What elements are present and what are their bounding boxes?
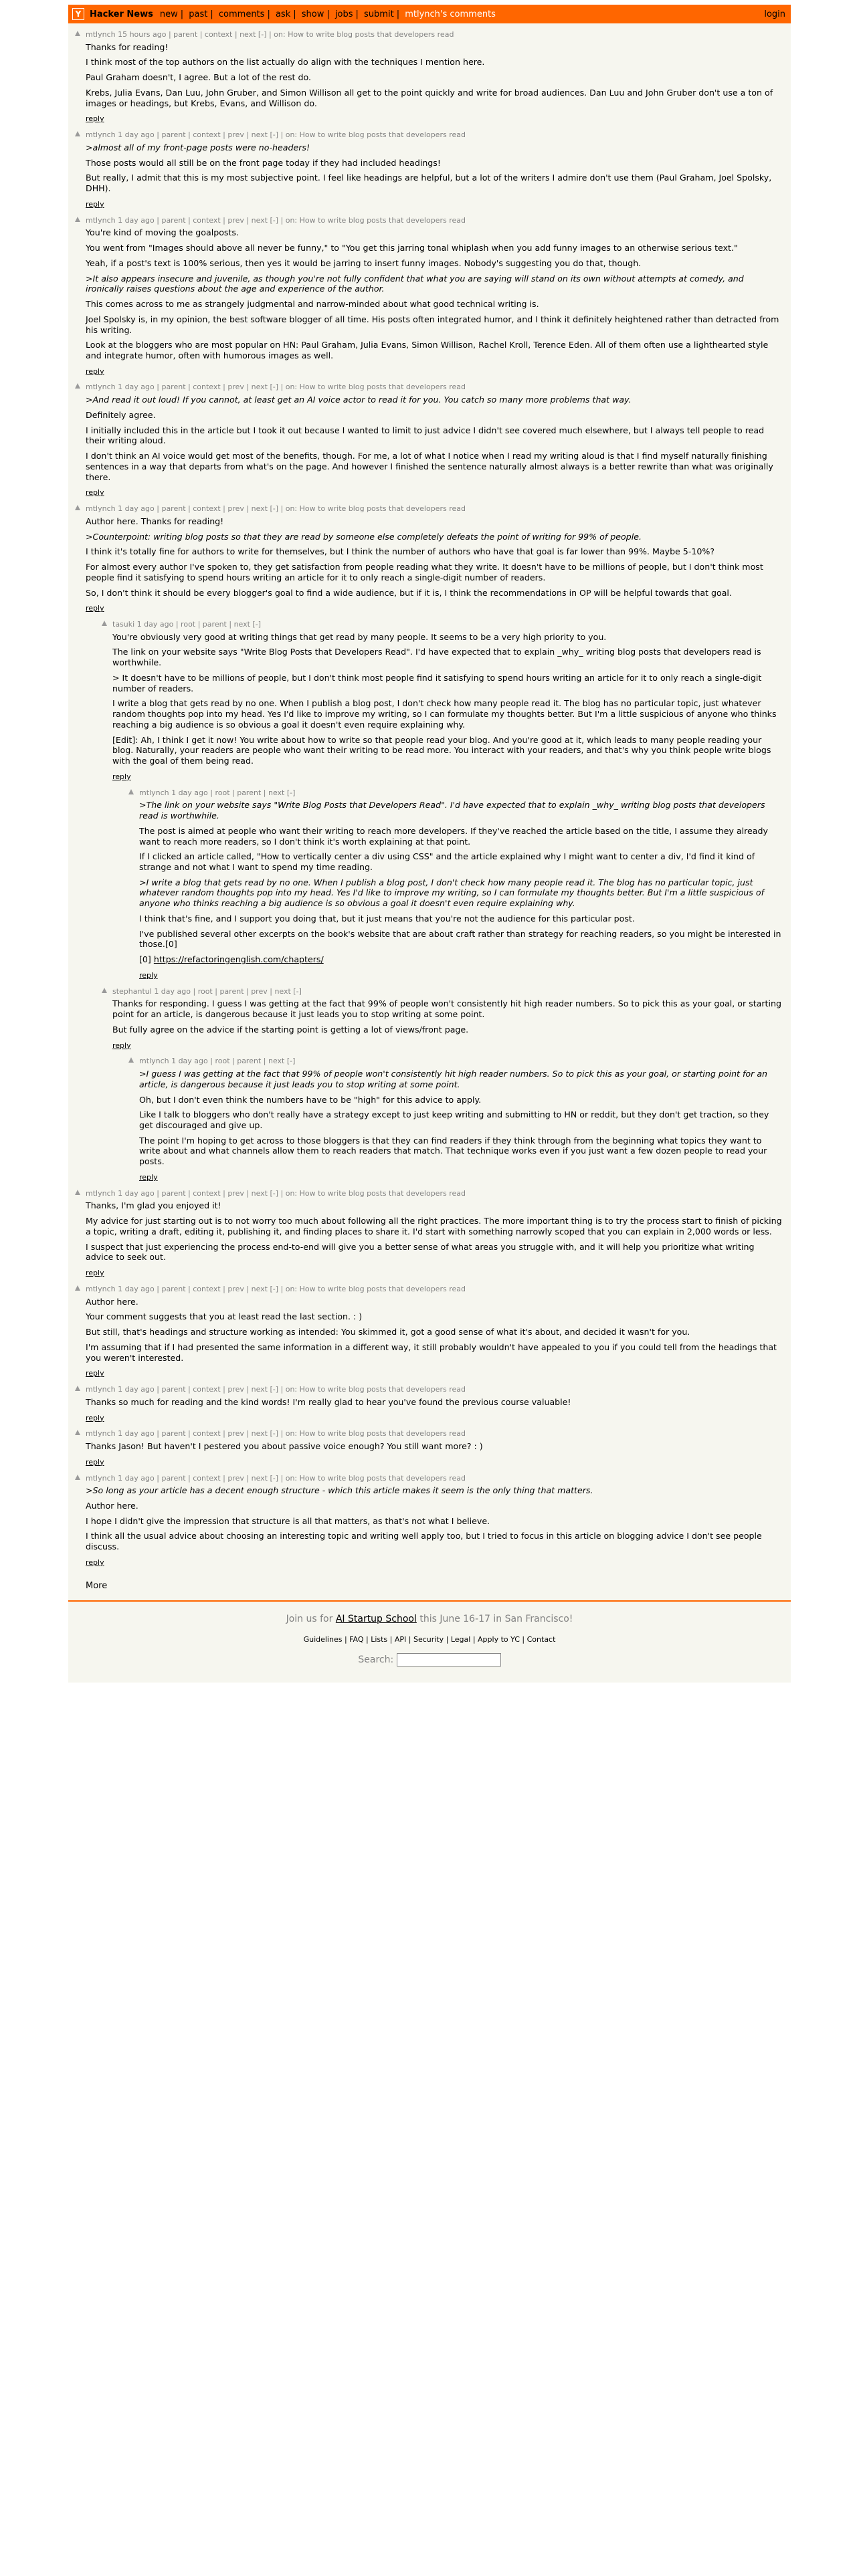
comment-text (86, 1485, 783, 1552)
comment-paragraph: Thanks Jason! But haven't I pestered you about passive voice enough? You still want more? : ) (86, 1441, 483, 1452)
reply-link[interactable]: reply (86, 1369, 104, 1378)
yc-banner-prefix: Join us for (286, 1613, 336, 1624)
search-input[interactable] (397, 1653, 501, 1667)
comment-paragraph: Thanks for responding. I guess I was getting at the fact that 99% of people won't consistently hit high reader numbers. So to pick this as your goal, or starting point for an article, is dangerous because it just leads you to stop writing at some point. (112, 998, 781, 1020)
comment-paragraph: >The link on your website says "Write Blog Posts that Developers Read". I'd have expected that to explain _why_ writing blog posts that developers read is worthwhile. (139, 800, 765, 821)
comment (128, 788, 783, 980)
upvote-arrow-icon[interactable] (102, 621, 107, 626)
comment-paragraph: I don't think an AI voice would get most of the benefits, though. For me, a lot of what I notice when I read my writing aloud is that I find myself naturally finishing sentences in a way that departs from what's on the page. And however I finished the sentence naturally almost always is a better rewrite than what was originally there. (86, 451, 773, 482)
comment (75, 1189, 783, 1278)
upvote-arrow-icon[interactable] (75, 217, 80, 222)
comment-paragraph: This comes across to me as strangely judgmental and narrow-minded about what good technical writing is. (86, 299, 539, 310)
yc-banner-link[interactable]: AI Startup School (335, 1613, 417, 1624)
comment-paragraph: [Edit]: Ah, I think I get it now! You write about how to write so that people read your blog. And you're good at it, which leads to many people reading your blog. Naturally, your readers are people who want their writing to be read more. You interact with your readers, and that's why you think people write blogs with the goal of them being read. (112, 734, 771, 766)
comment (75, 1285, 783, 1378)
comment-paragraph: If I clicked an article called, "How to vertically center a div using CSS" and the article explained why I might want to center a div, I'd find it kind of strange and not what I want to spend my time reading. (139, 851, 755, 872)
comment-text (86, 1297, 783, 1364)
comment-paragraph: I think that's fine, and I support you doing that, but it just means that you're not the audience for this particular post. (139, 913, 635, 924)
comment-paragraph: >I guess I was getting at the fact that 99% of people won't consistently hit high reader numbers. So to pick this as your goal, or starting point for an article, is dangerous because it just leads you to stop writing at some point. (139, 1069, 768, 1089)
reply-link[interactable]: reply (112, 1041, 131, 1050)
reply-link[interactable]: reply (112, 772, 131, 781)
comment (75, 1385, 783, 1422)
comment-meta[interactable]: mtlynch 15 hours ago | parent | context | next [-] | on: How to write blog posts that developers read (86, 30, 454, 39)
search-label: Search: (358, 1654, 394, 1665)
comment-paragraph: >I write a blog that gets read by no one. When I publish a blog post, I don't check how many people read it. The blog has no particular topic, just whatever random thoughts pop into my head. Yes I'd like to improve my writing, so I can formulate my thoughts better. But I'm a little suspicious of anyone who thinks reaching a big audience is so obvious a goal it doesn't even require explaining why. (139, 877, 764, 909)
comment (75, 504, 783, 613)
more-link[interactable]: More (86, 1580, 108, 1591)
comment-text (86, 395, 783, 482)
comment-text (86, 516, 783, 598)
comment-paragraph: Author here. (86, 1296, 138, 1307)
comment (75, 30, 783, 124)
nav-new[interactable]: new (159, 9, 178, 19)
site-brand[interactable]: Hacker News (90, 9, 153, 19)
comment-paragraph: But still, that's headings and structure working as intended: You skimmed it, got a good sense of what it's about, and decided it wasn't for you. (86, 1327, 690, 1337)
comment-meta[interactable]: mtlynch 1 day ago | parent | context | prev | next [-] | on: How to write blog posts that developers read (86, 383, 466, 392)
comment (75, 1474, 783, 1568)
reply-link[interactable]: reply (86, 1413, 104, 1422)
comment-meta[interactable]: mtlynch 1 day ago | parent | context | prev | next [-] | on: How to write blog posts that developers read (86, 1188, 466, 1198)
upvote-arrow-icon[interactable] (75, 131, 80, 136)
comment-paragraph: Look at the bloggers who are most popular on HN: Paul Graham, Julia Evans, Simon Willison, Rachel Kroll, Terence Eden. All of them often use a lighthearted style and integrate humor, often with humorous images as well. (86, 340, 769, 360)
comment-paragraph: My advice for just starting out is to not worry too much about following all the right practices. The more important thing is to try the process start to finish of picking a topic, writing a draft, editing it, publishing it, and finding places to share it. I'd start with something narrowly scoped that you can explain in 2,000 words or less. (86, 1216, 782, 1237)
footer-link[interactable]: Lists (371, 1634, 388, 1644)
reply-link[interactable]: reply (86, 1269, 104, 1278)
comment-meta[interactable]: mtlynch 1 day ago | parent | context | prev | next [-] | on: How to write blog posts that developers read (86, 1385, 466, 1394)
comment-paragraph: Paul Graham doesn't, I agree. But a lot of the rest do. (86, 72, 311, 83)
comment (102, 620, 783, 782)
comment-text (139, 1069, 783, 1167)
comment-meta[interactable]: mtlynch 1 day ago | parent | context | prev | next [-] | on: How to write blog posts that developers read (86, 504, 466, 514)
reply-link[interactable]: reply (139, 970, 158, 980)
comment-text (112, 632, 783, 766)
comment-paragraph: Thanks for reading! (86, 41, 169, 52)
footer-links: Guidelines | FAQ | Lists | API | Security | Legal | Apply to YC | Contact (303, 1634, 556, 1644)
reply-link[interactable]: reply (86, 114, 104, 124)
comment-paragraph: The post is aimed at people who want their writing to reach more developers. If they've reached the article based on the title, I assume they already want to reach more readers, so I don't think it's worth explaining at that point. (139, 825, 768, 847)
comment-meta[interactable]: mtlynch 1 day ago | root | parent | next [-] (139, 788, 296, 797)
top-bar (68, 5, 791, 23)
comment-paragraph: Yeah, if a post's text is 100% serious, then yes it would be jarring to insert funny images. Nobody's suggesting you do that, though. (86, 257, 642, 268)
comment-text (139, 800, 783, 965)
reply-link[interactable]: reply (139, 1172, 158, 1182)
comment-text (86, 42, 783, 109)
nav-jobs[interactable]: jobs (335, 9, 353, 19)
comment-paragraph: >So long as your article has a decent enough structure - which this article makes it seem is the only thing that matters. (86, 1485, 593, 1496)
upvote-arrow-icon[interactable] (75, 383, 80, 389)
comment-paragraph: I think all the usual advice about choosing an interesting topic and writing well apply too, but I tried to focus in this article on blogging advice I don't see people discuss. (86, 1531, 762, 1552)
upvote-arrow-icon[interactable] (75, 1386, 80, 1391)
comment-paragraph: But fully agree on the advice if the starting point is getting a lot of views/front page. (112, 1024, 469, 1035)
upvote-arrow-icon[interactable] (75, 1285, 80, 1291)
upvote-arrow-icon[interactable] (102, 988, 107, 993)
comment-meta[interactable]: mtlynch 1 day ago | parent | context | prev | next [-] | on: How to write blog posts that developers read (86, 1473, 466, 1483)
comment (75, 216, 783, 377)
comment-meta[interactable]: mtlynch 1 day ago | root | parent | next [-] (139, 1057, 296, 1066)
comment-paragraph: >And read it out loud! If you cannot, at least get an AI voice actor to read it for you. You catch so many more problems that way. (86, 395, 632, 405)
upvote-arrow-icon[interactable] (128, 789, 134, 794)
comment-paragraph: Krebs, Julia Evans, Dan Luu, John Gruber, and Simon Willison all get to the point quickly and write for broad audiences. Dan Luu and John Gruber don't use a ton of images or headings, but Krebs, Evans, and Willison do. (86, 87, 773, 108)
comment-meta[interactable]: stephantul 1 day ago | root | parent | prev | next [-] (112, 986, 302, 996)
nav-past[interactable]: past (189, 9, 208, 19)
login-link[interactable]: login (764, 9, 785, 19)
comment-paragraph: Those posts would all still be on the front page today if they had included headings! (86, 157, 441, 168)
reply-link[interactable]: reply (86, 604, 104, 613)
comment-text (86, 142, 783, 194)
footer-link[interactable]: Apply to YC (478, 1634, 520, 1644)
comment-paragraph: >Counterpoint: writing blog posts so that they are read by someone else completely defeats the point of writing for 99% of people. (86, 531, 642, 542)
nav-links: new | past | comments | ask | show | jobs | submit | mtlynch's comments (159, 9, 496, 19)
comment-meta[interactable]: mtlynch 1 day ago | parent | context | prev | next [-] | on: How to write blog posts that developers read (86, 1284, 466, 1293)
nav-show[interactable]: show (301, 9, 324, 19)
upvote-arrow-icon[interactable] (75, 1190, 80, 1195)
footer-link[interactable]: Legal (450, 1634, 471, 1644)
comment-paragraph: The link on your website says "Write Blog Posts that Developers Read". I'd have expected that to explain _why_ writing blog posts that developers read is worthwhile. (112, 647, 761, 668)
upvote-arrow-icon[interactable] (75, 1475, 80, 1480)
comment-paragraph: > It doesn't have to be millions of people, but I don't think most people find it satisfying to spend hours writing an article for it to only reach a single-digit number of readers. (112, 672, 762, 693)
comment-paragraph[interactable]: [0] https://refactoringenglish.com/chapters/ (139, 954, 324, 965)
comment-meta[interactable]: tasuki 1 day ago | root | parent | next [-] (112, 620, 261, 629)
comment-meta[interactable]: mtlynch 1 day ago | parent | context | prev | next [-] | on: How to write blog posts that developers read (86, 215, 466, 225)
comment-paragraph: Author here. (86, 1501, 138, 1511)
footer-link[interactable]: FAQ (349, 1634, 364, 1644)
footer-link[interactable]: Security (413, 1634, 444, 1644)
search-form (68, 1653, 791, 1667)
comment-paragraph: Your comment suggests that you at least read the last section. : ) (86, 1311, 363, 1322)
comment-text (86, 1200, 783, 1263)
comment-paragraph: Joel Spolsky is, in my opinion, the best software blogger of all time. His posts often integrated humor, and I think it definitely heightened rather than detracted from his writing. (86, 314, 779, 335)
comment-paragraph: Author here. Thanks for reading! (86, 516, 224, 526)
comment-text (86, 227, 783, 360)
comment-paragraph: The point I'm hoping to get across to those bloggers is that they can find readers if they think through from the beginning what topics they want to write about and what channels allow them to reach readers that match. That technique works even if you just want a few dozen people to read your posts. (139, 1135, 767, 1167)
upvote-arrow-icon[interactable] (75, 1430, 80, 1435)
comment-text (86, 1397, 783, 1408)
comment-paragraph: Like I talk to bloggers who don't really have a strategy except to just keep writing and submitting to HN or reddit, but they don't get traction, so they get discouraged and give up. (139, 1109, 769, 1131)
comment-list (68, 23, 791, 1576)
comment-paragraph: You went from "Images should above all never be funny," to "You get this jarring tonal whiplash when you add funny images to an otherwise serious text." (86, 243, 738, 253)
comment (75, 1429, 783, 1467)
nav-ask[interactable]: ask (275, 9, 291, 19)
hn-main (68, 5, 791, 1683)
comment-text (86, 1441, 783, 1452)
comment-text (112, 998, 783, 1035)
comment (128, 1057, 783, 1182)
yc-banner (68, 1614, 791, 1624)
comment-paragraph: I'm assuming that if I had presented the same information in a different way, it still probably wouldn't have appealed to you if you could tell from the headings that you weren't interested. (86, 1341, 777, 1363)
comment-paragraph: I think it's totally fine for authors to write for themselves, but I think the number of authors who have that goal is far lower than 99%. Maybe 5-10%? (86, 546, 715, 557)
upvote-arrow-icon[interactable] (75, 505, 80, 510)
upvote-arrow-icon[interactable] (128, 1057, 134, 1063)
reply-link[interactable]: reply (86, 1457, 104, 1467)
comment-paragraph: I hope I didn't give the impression that structure is all that matters, as that's not what I believe. (86, 1515, 490, 1526)
y-logo-icon[interactable]: Y (72, 8, 84, 20)
comment-paragraph: I suspect that just experiencing the process end-to-end will give you a better sense of what areas you struggle with, and it will help you prioritize what writing advice to seek out. (86, 1241, 755, 1263)
comment-meta[interactable]: mtlynch 1 day ago | parent | context | prev | next [-] | on: How to write blog posts that developers read (86, 1429, 466, 1438)
comment-paragraph: You're obviously very good at writing things that get read by many people. It seems to be a very high priority to you. (112, 631, 607, 642)
comment-paragraph: I initially included this in the article but I took it out because I wanted to limit to just advice I didn't see covered much elsewhere, but I always tell people to read their writing aloud. (86, 425, 765, 446)
comment-meta[interactable]: mtlynch 1 day ago | parent | context | prev | next [-] | on: How to write blog posts that developers read (86, 130, 466, 140)
comment-paragraph: I think most of the top authors on the list actually do align with the techniques I mention here. (86, 57, 485, 68)
comment-paragraph: For almost every author I've spoken to, they get satisfaction from people reading what they write. It doesn't have to be millions of people, but I don't think most people find it satisfying to spend hours writing an article for it to only reach a single-digit number of readers. (86, 562, 763, 582)
footer-link[interactable]: Contact (527, 1634, 556, 1644)
comment-paragraph: So, I don't think it should be every blogger's goal to find a wide audience, but if it is, I think the recommendations in OP will be helpful towards that goal. (86, 587, 732, 598)
footer (68, 1600, 791, 1683)
comment (75, 130, 783, 209)
comment-paragraph: You're kind of moving the goalposts. (86, 227, 239, 238)
nav-user-comments[interactable]: mtlynch's comments (405, 9, 496, 19)
comment-paragraph: Thanks, I'm glad you enjoyed it! (86, 1200, 221, 1211)
comment (75, 383, 783, 498)
reply-link[interactable]: reply (86, 488, 104, 498)
footer-link[interactable]: API (394, 1634, 407, 1644)
comment-paragraph: Thanks so much for reading and the kind words! I'm really glad to hear you've found the previous course valuable! (86, 1396, 571, 1407)
comment-paragraph: Oh, but I don't even think the numbers have to be "high" for this advice to apply. (139, 1094, 482, 1105)
comment-paragraph: I write a blog that gets read by no one. When I publish a blog post, I don't check how many people read it. The blog has no particular topic, just whatever random thoughts pop into my head. Yes I'd like to improve my writing, so I can formulate my thoughts better. But I'm a little suspicious of anyone who thinks reaching a big audience is so obvious a goal it doesn't even require explaining why. (112, 698, 777, 730)
reply-link[interactable]: reply (86, 1558, 104, 1567)
yc-banner-suffix: this June 16-17 in San Francisco! (416, 1613, 573, 1624)
comment-paragraph: >It also appears insecure and juvenile, as though you're not fully confident that what you are saying will stand on its own without attempts at comedy, and ironically raises questions about the age and experience of the author. (86, 273, 744, 294)
comment (102, 987, 783, 1051)
comment-paragraph: But really, I admit that this is my most subjective point. I feel like headings are helpful, but a lot of the writers I admire don't use them (Paul Graham, Joel Spolsky, DHH). (86, 173, 772, 194)
reply-link[interactable]: reply (86, 199, 104, 209)
comment-paragraph: >almost all of my front-page posts were no-headers! (86, 142, 310, 152)
comment-paragraph: I've published several other excerpts on the book's website that are about craft rather than strategy for reaching readers, so you might be interested in those.[0] (139, 928, 781, 950)
comment-paragraph: Definitely agree. (86, 409, 156, 420)
upvote-arrow-icon[interactable] (75, 31, 80, 36)
nav-submit[interactable]: submit (364, 9, 394, 19)
reply-link[interactable]: reply (86, 366, 104, 376)
footer-link[interactable]: Guidelines (303, 1634, 343, 1644)
nav-comments[interactable]: comments (218, 9, 265, 19)
